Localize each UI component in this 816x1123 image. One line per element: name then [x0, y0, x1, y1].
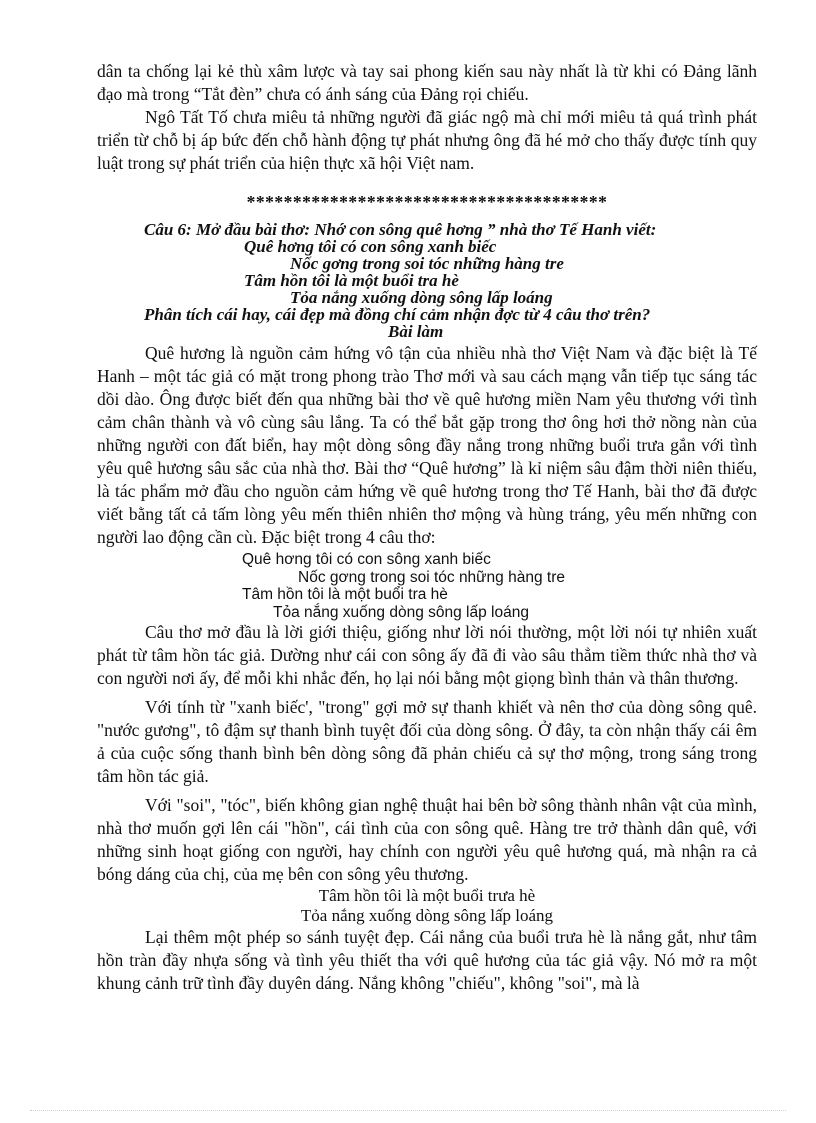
- essay-verse2-line-1: Tâm hồn tôi là một buổi trưa hè: [318, 886, 536, 905]
- essay-verse-2: [97, 886, 757, 926]
- answer-heading: Bài làm: [388, 322, 444, 341]
- essay-verse-line-4: Tỏa nắng xuống dòng sông lấp loáng: [273, 603, 529, 621]
- essay-paragraph-2: Câu thơ mở đầu là lời giới thiệu, giống như lời nói thường, một lời nói tự nhiên xuất phát từ tâm hồn tác giả. Dường như cái con sông ấy đã đi vào sâu thẳm tiềm thức nhà thơ và con người nơi ấy, để mỗi khi nhắc đến, họ lại nói bằng một giọng bình thản và thân thương.: [97, 622, 757, 688]
- essay-verse-line-1: Quê hơng tôi có con sông xanh biếc: [242, 551, 491, 568]
- question-block: [97, 221, 757, 340]
- question-task: Phân tích cái hay, cái đẹp mà đồng chí cảm nhận đợc từ 4 câu thơ trên?: [144, 305, 651, 324]
- essay-verse2-line-2: Tỏa nắng xuống dòng sông lấp loáng: [300, 906, 554, 925]
- essay-verse-line-2: Nốc gơng trong soi tóc những hàng tre: [298, 568, 565, 586]
- question-verse-line-3: Tâm hồn tôi là một buổi tra hè: [244, 271, 459, 290]
- question-verse-line-1: Quê hơng tôi có con sông xanh biếc: [244, 237, 497, 256]
- question-title: Câu 6: Mở đầu bài thơ: Nhớ con sông quê hơng ” nhà thơ Tế Hanh viết:: [144, 220, 657, 239]
- essay-paragraph-5: Lại thêm một phép so sánh tuyệt đẹp. Cái nắng của buổi trưa hè là nắng gắt, như tâm hồn tràn đầy nhựa sống và tình yêu thiết tha với quê hương của tác giả vậy. Nó mở ra một khung cảnh trữ tình đầy duyên dáng. Nắng không "chiếu", không "soi", mà là: [97, 927, 757, 993]
- essay-paragraph-1: Quê hương là nguồn cảm hứng vô tận của nhiều nhà thơ Việt Nam và đặc biệt là Tế Hanh – một tác giả có mặt trong phong trào Thơ mới và sau cách mạng vẫn tiếp tục sáng tác dồi dào. Ông được biết đến qua những bài thơ về quê hương miền Nam yêu thương với tình cảm chân thành và vô cùng sâu lắng. Ta có thể bắt gặp trong thơ ông hơi thở nồng nàn của những người con đất biển, hay một dòng sông đầy nắng trong những buổi trưa gắn với tình yêu quê hương sâu sắc của nhà thơ. Bài thơ “Quê hương” là kỉ niệm sâu đậm thời niên thiếu, là tác phẩm mở đầu cho nguồn cảm hứng về quê hương trong thơ Tế Hanh, bài thơ đã được viết bằng tất cả tấm lòng yêu mến thiên nhiên thơ mộng và hùng tráng, yêu mến những con người lao động cần cù. Đặc biệt trong 4 câu thơ:: [97, 343, 757, 547]
- essay-paragraph-3: Với tính từ "xanh biếc', "trong" gợi mở sự thanh khiết và nên thơ của dòng sông quê. "nước gương", tô đậm sự thanh bình tuyệt đối của dòng sông. Ở đây, ta còn nhận thấy cái êm ả của cuộc sống thanh bình bên dòng sông đã phản chiếu cả sự thơ mộng, trong sáng trong tâm hồn tác giả.: [97, 697, 757, 786]
- intro-paragraph-1: dân ta chống lại kẻ thù xâm lược và tay sai phong kiến sau này nhất là từ khi có Đảng lãnh đạo mà trong “Tắt đèn” chưa có ánh sáng của Đảng rọi chiếu.: [97, 61, 757, 104]
- intro-paragraph-2: Ngô Tất Tố chưa miêu tả những người đã giác ngộ mà chỉ mới miêu tả quá trình phát triển từ chỗ bị áp bức đến chỗ hành động tự phát nhưng ông đã hé mở cho thấy được tính quy luật trong sự phát triển của hiện thực xã hội Việt nam.: [97, 107, 757, 173]
- question-verse-line-2: Nốc gơng trong soi tóc những hàng tre: [290, 254, 564, 273]
- page-footer-divider: [30, 1110, 786, 1111]
- section-separator: ***************************************: [246, 192, 608, 212]
- essay-paragraph-4: Với "soi", "tóc", biến không gian nghệ thuật hai bên bờ sông thành nhân vật của mình, nhà thơ muốn gợi lên cái "hồn", cái tình của con sông quê. Hàng tre trở thành dân quê, với những sinh hoạt giống con người, hay chính con người yêu quê hương quá, mà nhận ra cả bóng dáng của chị, của mẹ bên con sông yêu thương.: [97, 795, 757, 884]
- question-verse-line-4: Tỏa nắng xuống dòng sông lấp loáng: [290, 288, 553, 307]
- document-page: [97, 60, 757, 995]
- essay-verse-line-3: Tâm hồn tôi là một buổi tra hè: [242, 586, 448, 603]
- essay-verse: [97, 551, 757, 621]
